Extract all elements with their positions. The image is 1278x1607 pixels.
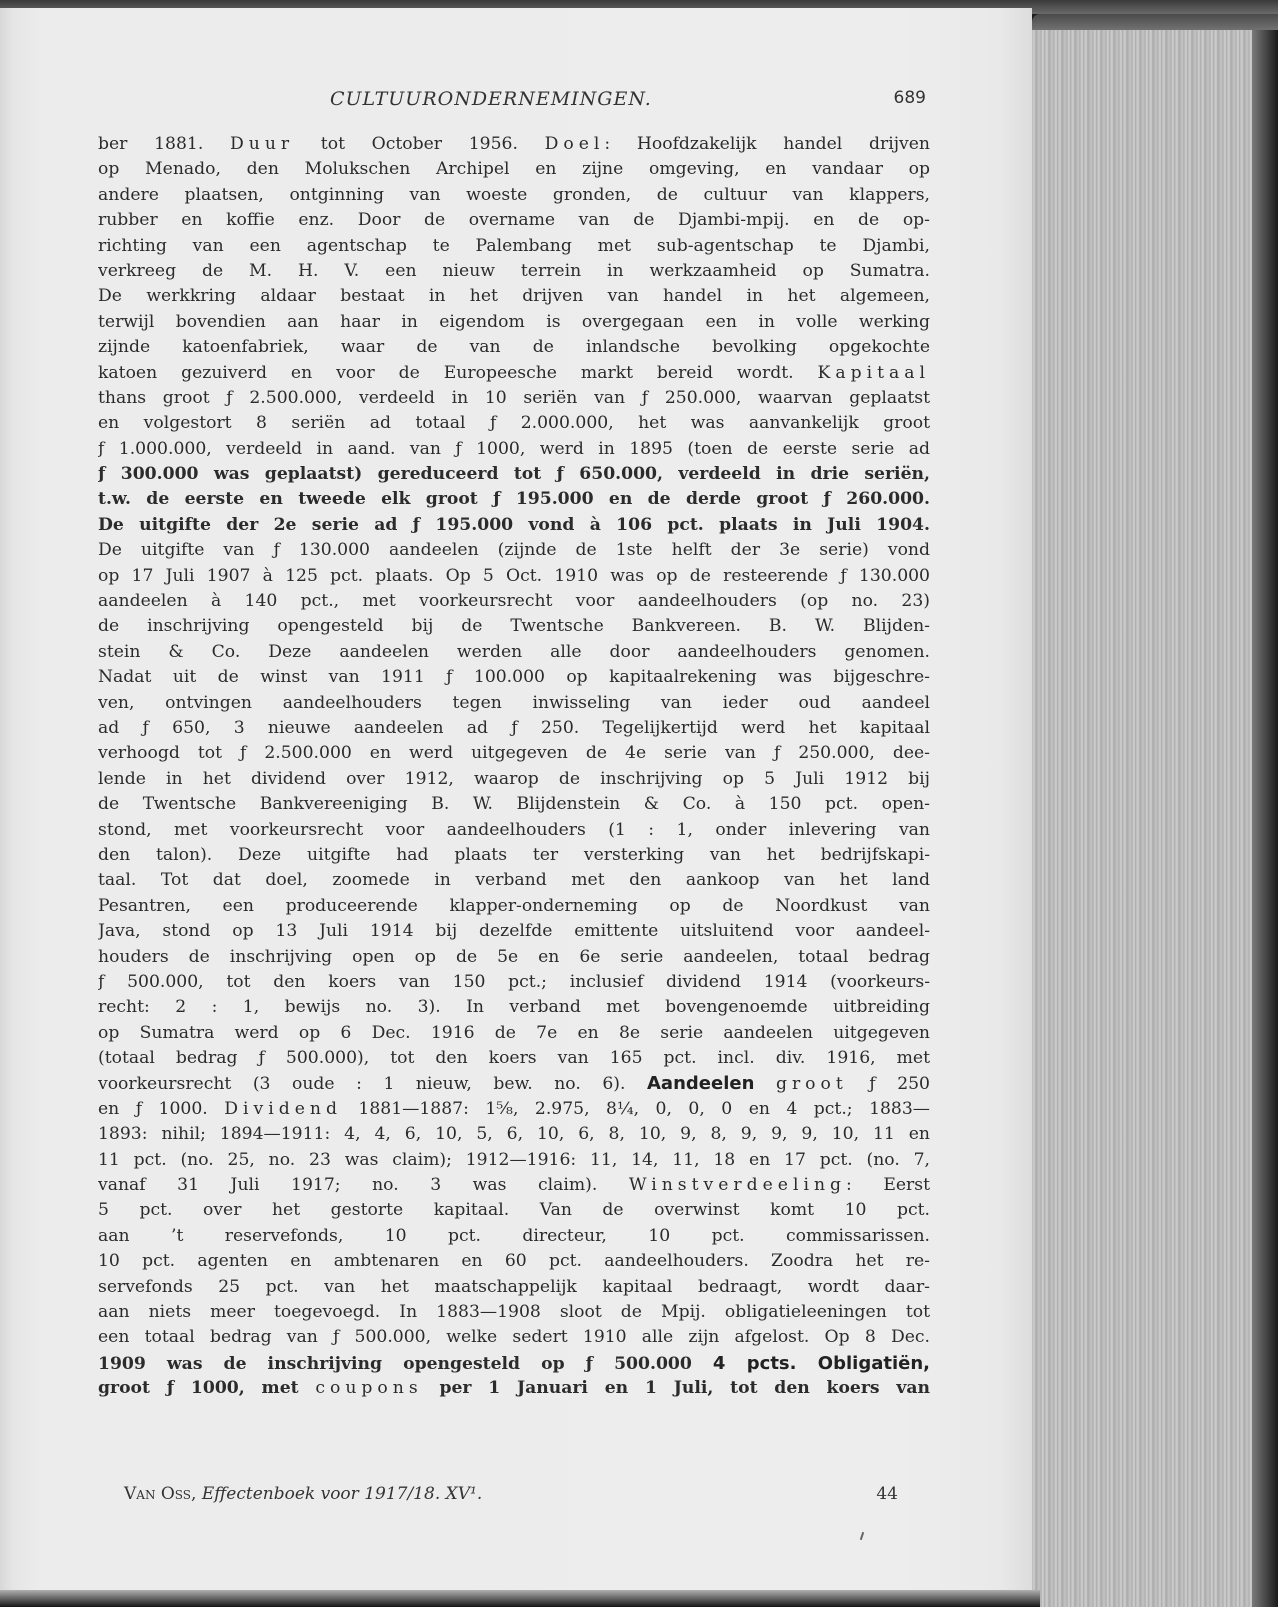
text-segment: vanaf 31 Juli 1917; no. 3 was claim). <box>98 1175 629 1196</box>
text-segment: zijnde katoenfabriek, waar de van de inlandsche bevolking opgekochte <box>98 337 930 358</box>
text-line <box>98 487 930 512</box>
text-segment: den talon). Deze uitgifte had plaats ter versterking van het bedrijfskapi- <box>98 844 930 865</box>
footer-signature-mark: 44 <box>876 1484 898 1504</box>
text-line <box>98 437 930 462</box>
text-segment: katoen gezuiverd en voor de Europeesche markt bereid wordt. <box>98 362 818 383</box>
text-line <box>98 310 930 335</box>
text-line <box>98 1224 930 1249</box>
text-line <box>98 919 930 944</box>
text-line <box>98 589 930 614</box>
text-line <box>98 335 930 360</box>
book-page-edges <box>1032 30 1278 1607</box>
text-line <box>98 691 930 716</box>
text-segment: en volgestort 8 seriën ad totaal ƒ 2.000.000, het was aanvankelijk groot <box>98 413 930 434</box>
text-segment: 1881—1887: 1⅝, 2.975, 8¼, 0, 0, 0 en 4 pct.; 1883— <box>341 1098 930 1119</box>
page-number: 689 <box>893 88 926 108</box>
bold-heading-term: Aandeelen <box>647 1073 755 1095</box>
spaced-keyword: groot <box>775 1074 848 1095</box>
text-segment: De uitgifte der 2e serie ad ƒ 195.000 vond à 106 pct. plaats in Juli 1904. <box>98 514 930 535</box>
text-segment: 11 pct. (no. 25, no. 23 was claim); 1912—1916: 11, 14, 11, 18 en 17 pct. (no. 7, <box>98 1149 930 1170</box>
text-segment: lende in het dividend over 1912, waarop de inschrijving op 5 Juli 1912 bij <box>98 768 930 789</box>
text-line <box>98 1148 930 1173</box>
text-line <box>98 361 930 386</box>
text-line <box>98 1173 930 1198</box>
text-segment: ƒ 250 <box>847 1074 930 1095</box>
text-segment <box>754 1074 776 1094</box>
text-segment: (totaal bedrag ƒ 500.000), tot den koers van 165 pct. incl. div. 1916, met <box>98 1048 930 1069</box>
text-line <box>98 411 930 436</box>
text-line <box>98 640 930 665</box>
text-segment: aandeelen à 140 pct., met voorkeursrecht voor aandeelhouders (op no. 23) <box>98 591 930 612</box>
text-line <box>98 462 930 487</box>
text-line <box>98 970 930 995</box>
spaced-keyword: Kapitaal <box>817 362 930 383</box>
text-segment: thans groot ƒ 2.500.000, verdeeld in 10 seriën van ƒ 250.000, waarvan geplaatst <box>98 387 930 408</box>
text-segment: op Sumatra werd op 6 Dec. 1916 de 7e en 8e serie aandeelen uitgegeven <box>98 1022 930 1043</box>
text-line <box>98 818 930 843</box>
text-segment: ƒ 300.000 was geplaatst) gereduceerd tot ƒ 650.000, verdeeld in drie seriën, <box>98 464 930 485</box>
text-line <box>98 1122 930 1147</box>
spaced-keyword: Doel <box>544 134 605 154</box>
text-line <box>98 995 930 1020</box>
text-line <box>98 157 930 182</box>
text-segment: houders de inschrijving open op de 5e en 6e serie aandeelen, totaal bedrag <box>98 946 930 967</box>
text-segment: tot October 1956. <box>294 134 545 154</box>
spaced-keyword: coupons <box>315 1378 423 1399</box>
text-line <box>98 1325 930 1350</box>
text-line <box>98 183 930 208</box>
text-segment: 1893: nihil; 1894—1911: 4, 4, 6, 10, 5, 6, 10, 6, 8, 10, 9, 8, 9, 9, 9, 10, 11 en <box>98 1124 930 1145</box>
text-line <box>98 1376 930 1401</box>
text-line <box>98 843 930 868</box>
text-segment: andere plaatsen, ontginning van woeste gronden, de cultuur van klappers, <box>98 184 930 205</box>
text-segment: richting van een agentschap te Palembang met sub-agentschap te Djambi, <box>98 235 930 256</box>
text-line <box>98 767 930 792</box>
text-line <box>98 1071 930 1096</box>
spaced-keyword: Duur <box>229 134 295 154</box>
text-line <box>98 386 930 411</box>
footer-volume: XV¹. <box>445 1484 483 1504</box>
text-segment: rubber en koffie enz. Door de overname van de Djambi-mpij. en de op- <box>98 210 930 231</box>
spaced-keyword: Winstverdeeling <box>628 1175 847 1196</box>
text-segment: ƒ 1.000.000, verdeeld in aand. van ƒ 1000, werd in 1895 (toen de eerste serie ad <box>98 438 930 459</box>
body-text <box>98 132 930 1402</box>
text-line <box>98 1275 930 1300</box>
text-line <box>98 284 930 309</box>
text-line <box>98 259 930 284</box>
text-line <box>98 1249 930 1274</box>
bold-heading-term: 4 pcts. Obligatiën, <box>712 1352 930 1374</box>
text-line <box>98 716 930 741</box>
text-segment: 10 pct. agenten en ambtenaren en 60 pct. aandeelhouders. Zoodra het re- <box>98 1251 930 1272</box>
text-line <box>98 513 930 538</box>
text-segment: recht: 2 : 1, bewijs no. 3). In verband met bovengenoemde uitbreiding <box>98 997 930 1018</box>
text-line <box>98 614 930 639</box>
text-line <box>98 741 930 766</box>
text-line <box>98 945 930 970</box>
text-line <box>98 1021 930 1046</box>
text-line <box>98 1300 930 1325</box>
text-line <box>98 1198 930 1223</box>
text-line <box>98 208 930 233</box>
text-segment: verkreeg de M. H. V. een nieuw terrein in werkzaamheid op Sumatra. <box>98 260 930 281</box>
footer-author: Van Oss, <box>124 1484 197 1504</box>
text-segment: op 17 Juli 1907 à 125 pct. plaats. Op 5 Oct. 1910 was op de resteerende ƒ 130.000 <box>98 565 930 586</box>
text-segment: verhoogd tot ƒ 2.500.000 en werd uitgegeven de 4e serie van ƒ 250.000, dee- <box>98 743 930 764</box>
text-line <box>98 538 930 563</box>
text-line <box>98 132 930 157</box>
text-segment: servefonds 25 pct. van het maatschappelijk kapitaal bedraagt, wordt daar- <box>98 1276 930 1297</box>
text-segment: stein & Co. Deze aandeelen werden alle door aandeelhouders genomen. <box>98 641 930 662</box>
text-line <box>98 792 930 817</box>
text-segment: : Eerst <box>846 1175 930 1196</box>
text-segment: Java, stond op 13 Juli 1914 bij dezelfde emittente uitsluitend voor aandeel- <box>98 921 930 942</box>
text-segment: de Twentsche Bankvereeniging B. W. Blijdenstein & Co. à 150 pct. open- <box>98 794 930 815</box>
scan-bottom-edge <box>0 1590 1040 1607</box>
text-line <box>98 234 930 259</box>
text-segment: een totaal bedrag van ƒ 500.000, welke sedert 1910 alle zijn afgelost. Op 8 Dec. <box>98 1327 930 1348</box>
text-segment: terwijl bovendien aan haar in eigendom is overgegaan een in volle werking <box>98 311 930 332</box>
text-line <box>98 894 930 919</box>
footer-book-title: Effectenboek voor 1917/18. <box>201 1484 441 1504</box>
text-segment: ƒ 500.000, tot den koers van 150 pct.; inclusief dividend 1914 (voorkeurs- <box>98 971 930 992</box>
text-segment: : Hoofdzakelijk handel drijven <box>604 134 930 154</box>
text-segment: groot ƒ 1000, met <box>98 1378 316 1399</box>
text-segment: 1909 was de inschrijving opengesteld op ƒ 500.000 <box>98 1353 713 1374</box>
text-segment: 5 pct. over het gestorte kapitaal. Van de overwinst komt 10 pct. <box>98 1200 930 1221</box>
running-title: CULTUURONDERNEMINGEN. <box>330 88 652 110</box>
text-segment: ad ƒ 650, 3 nieuwe aandeelen ad ƒ 250. Tegelijkertijd werd het kapitaal <box>98 717 930 738</box>
text-line <box>98 564 930 589</box>
text-segment: De uitgifte van ƒ 130.000 aandeelen (zijnde de 1ste helft der 3e serie) vond <box>98 540 930 561</box>
scan-right-shadow <box>1252 30 1278 1607</box>
running-header <box>100 88 930 114</box>
text-segment: per 1 Januari en 1 Juli, tot den koers van <box>422 1378 930 1399</box>
text-segment: taal. Tot dat doel, zoomede in verband met den aankoop van het land <box>98 870 930 891</box>
spaced-keyword: Dividend <box>224 1098 342 1119</box>
page-footer <box>124 1484 924 1510</box>
text-segment: aan ’t reservefonds, 10 pct. directeur, 10 pct. commissarissen. <box>98 1225 930 1246</box>
text-segment: aan niets meer toegevoegd. In 1883—1908 sloot de Mpij. obligatieleeningen tot <box>98 1301 930 1322</box>
text-segment: Pesantren, een produceerende klapper-onderneming op de Noordkust van <box>98 895 930 916</box>
text-segment: ber 1881. <box>98 134 230 154</box>
text-segment: De werkkring aldaar bestaat in het drijven van handel in het algemeen, <box>98 286 930 307</box>
text-segment: ven, ontvingen aandeelhouders tegen inwisseling van ieder oud aandeel <box>98 692 930 713</box>
text-line <box>98 868 930 893</box>
text-segment: en ƒ 1000. <box>98 1098 225 1119</box>
text-segment: t.w. de eerste en tweede elk groot ƒ 195.000 en de derde groot ƒ 260.000. <box>98 489 930 510</box>
text-line <box>98 1351 930 1376</box>
text-segment: op Menado, den Molukschen Archipel en zijne omgeving, en vandaar op <box>98 159 930 180</box>
text-segment: voorkeursrecht (3 oude : 1 nieuw, bew. no. 6). <box>98 1074 647 1095</box>
text-line <box>98 1097 930 1122</box>
text-line <box>98 665 930 690</box>
text-segment: de inschrijving opengesteld bij de Twentsche Bankvereen. B. W. Blijden- <box>98 616 930 637</box>
text-segment: stond, met voorkeursrecht voor aandeelhouders (1 : 1, onder inlevering van <box>98 819 930 840</box>
text-segment: Nadat uit de winst van 1911 ƒ 100.000 op kapitaalrekening was bijgeschre- <box>98 667 930 688</box>
text-line <box>98 1046 930 1071</box>
